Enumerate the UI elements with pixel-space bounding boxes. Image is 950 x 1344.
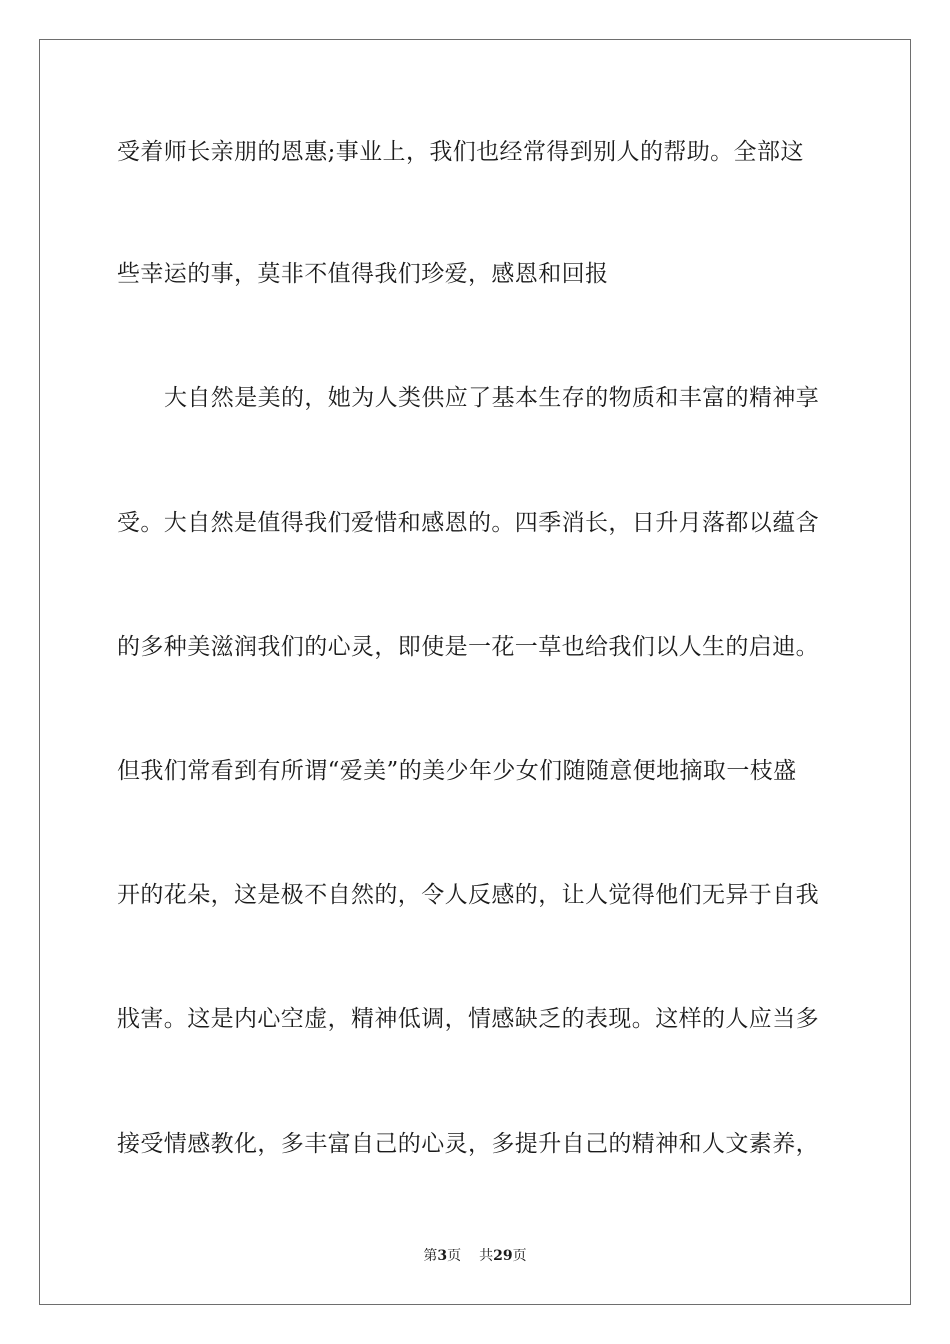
total-prefix: 共 xyxy=(479,1248,494,1264)
total-page-number: 29 xyxy=(493,1248,513,1264)
text-line-9: 接受情感教化，多丰富自己的心灵，多提升自己的精神和人文素养， xyxy=(117,1131,819,1157)
current-page-number: 3 xyxy=(437,1248,448,1264)
text-line-8: 戕害。这是内心空虚，精神低调，情感缺乏的表现。这样的人应当多 xyxy=(117,1006,819,1032)
text-line-7: 开的花朵，这是极不自然的，令人反感的，让人觉得他们无异于自我 xyxy=(117,882,819,908)
text-line-4: 受。大自然是值得我们爱惜和感恩的。四季消长，日升月落都以蕴含 xyxy=(117,510,819,536)
text-line-1: 受着师长亲朋的恩惠;事业上，我们也经常得到别人的帮助。全部这 xyxy=(117,139,804,165)
page-suffix: 页 xyxy=(447,1248,462,1264)
page-footer xyxy=(0,1246,950,1266)
total-suffix: 页 xyxy=(512,1248,527,1264)
text-line-2: 些幸运的事，莫非不值得我们珍爱，感恩和回报 xyxy=(117,261,609,287)
page-prefix: 第 xyxy=(423,1248,438,1264)
page-border xyxy=(39,39,911,1305)
text-line-6: 但我们常看到有所谓“爱美”的美少年少女们随随意便地摘取一枝盛 xyxy=(117,758,797,784)
paragraph-start-line: 大自然是美的，她为人类供应了基本生存的物质和丰富的精神享 xyxy=(164,385,820,411)
text-line-5: 的多种美滋润我们的心灵，即使是一花一草也给我们以人生的启迪。 xyxy=(117,634,819,660)
